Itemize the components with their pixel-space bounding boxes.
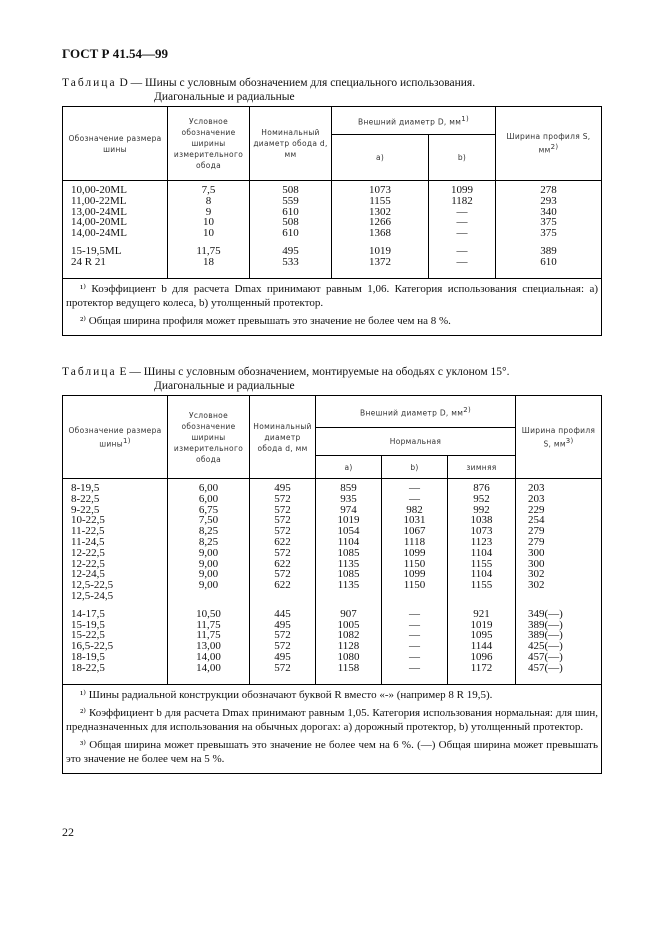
table-cell: 1135: [316, 559, 382, 570]
table-e: [62, 395, 602, 774]
row-spacer: [63, 674, 602, 685]
table-cell: 14,00: [168, 663, 250, 674]
table-cell: 279: [516, 537, 602, 548]
table-cell: 18-19,5: [63, 652, 168, 663]
table-row: [63, 641, 602, 652]
table-row: [63, 479, 602, 494]
table-cell: 389(—): [516, 630, 602, 641]
table-cell: 610: [250, 228, 332, 239]
table-cell: 876: [448, 479, 516, 494]
document-header: ГОСТ Р 41.54—99: [62, 46, 168, 61]
table-cell: —: [382, 609, 448, 620]
table-cell: 8: [168, 196, 250, 207]
table-cell: 610: [496, 257, 602, 268]
table-cell: 389: [496, 246, 602, 257]
header-winter: зимняя: [448, 456, 516, 479]
table-row: [63, 515, 602, 526]
table-cell: 375: [496, 228, 602, 239]
footnote: ¹⁾ Шины радиальной конструкции обозначают буквой R вместо «-» (например 8 R 19,5).: [80, 688, 493, 701]
table-cell: 508: [250, 217, 332, 228]
table-cell: 572: [250, 548, 316, 559]
table-cell: 293: [496, 196, 602, 207]
table-cell: 1073: [332, 181, 429, 196]
table-cell: 508: [250, 181, 332, 196]
table-cell: —: [382, 630, 448, 641]
table-cell: 12-24,5: [63, 569, 168, 580]
table-cell: —: [429, 207, 496, 218]
table-cell: 302: [516, 580, 602, 591]
table-cell: 14,00-20ML: [63, 217, 168, 228]
table-cell: 1266: [332, 217, 429, 228]
footnote: ³⁾ Общая ширина может превышать это значение не более чем на 6 %. (—) Общая ширина может превышать это значение не более чем на 5 %.: [66, 738, 599, 765]
table-cell: 1144: [448, 641, 516, 652]
table-cell: 907: [316, 609, 382, 620]
header-b: b): [382, 456, 448, 479]
table-cell: 1096: [448, 652, 516, 663]
table-cell: 1118: [382, 537, 448, 548]
table-cell: 572: [250, 641, 316, 652]
table-cell: 610: [250, 207, 332, 218]
table-cell: 1104: [448, 548, 516, 559]
table-cell: 1150: [382, 559, 448, 570]
table-e-caption: [62, 365, 509, 393]
table-cell: 9,00: [168, 569, 250, 580]
table-cell: 1073: [448, 526, 516, 537]
table-cell: 445: [250, 609, 316, 620]
table-cell: 12,5-24,5: [63, 591, 168, 602]
table-cell: —: [382, 479, 448, 494]
table-e-footnotes: [63, 684, 602, 773]
caption-subtext: Диагональные и радиальные: [154, 380, 295, 392]
table-cell: 1172: [448, 663, 516, 674]
header-a: a): [332, 135, 429, 181]
table-cell: 6,75: [168, 505, 250, 516]
table-row: [63, 591, 602, 602]
table-cell: 1158: [316, 663, 382, 674]
table-cell: 1099: [382, 548, 448, 559]
table-row: [63, 580, 602, 591]
header-a: a): [316, 456, 382, 479]
table-cell: 1155: [332, 196, 429, 207]
table-cell: 302: [516, 569, 602, 580]
table-cell: 9,00: [168, 548, 250, 559]
footnote: ²⁾ Общая ширина профиля может превышать это значение не более чем на 8 %.: [80, 314, 451, 327]
table-cell: [168, 591, 250, 602]
table-cell: 1019: [332, 246, 429, 257]
table-cell: 12,5-22,5: [63, 580, 168, 591]
spacer-cell: [429, 268, 496, 279]
table-cell: [250, 591, 316, 602]
table-cell: 10,00-20ML: [63, 181, 168, 196]
table-cell: —: [382, 652, 448, 663]
table-row: [63, 207, 602, 218]
table-cell: 11-24,5: [63, 537, 168, 548]
table-cell: 1054: [316, 526, 382, 537]
table-cell: 1067: [382, 526, 448, 537]
table-cell: —: [382, 663, 448, 674]
table-cell: 254: [516, 515, 602, 526]
table-cell: 495: [250, 620, 316, 631]
table-cell: 1031: [382, 515, 448, 526]
table-cell: 7,50: [168, 515, 250, 526]
table-cell: 14,00-24ML: [63, 228, 168, 239]
table-row: [63, 494, 602, 505]
table-d-footnotes: [63, 278, 602, 335]
table-cell: 12-22,5: [63, 559, 168, 570]
table-cell: 1128: [316, 641, 382, 652]
spacer-cell: [332, 268, 429, 279]
caption-text: E — Шины с условным обозначением, монтируемые на ободьях с уклоном 15°.: [119, 366, 510, 378]
table-cell: 1104: [448, 569, 516, 580]
table-cell: 572: [250, 515, 316, 526]
table-cell: 1099: [429, 181, 496, 196]
table-cell: 279: [516, 526, 602, 537]
table-cell: 18-22,5: [63, 663, 168, 674]
table-cell: 15-19,5ML: [63, 246, 168, 257]
table-cell: 1080: [316, 652, 382, 663]
spacer-cell: [168, 268, 250, 279]
table-row: [63, 246, 602, 257]
table-cell: 1099: [382, 569, 448, 580]
spacer-cell: [382, 674, 448, 685]
table-cell: 340: [496, 207, 602, 218]
table-row: [63, 505, 602, 516]
table-cell: 622: [250, 537, 316, 548]
table-cell: 921: [448, 609, 516, 620]
table-cell: 203: [516, 494, 602, 505]
table-cell: 1135: [316, 580, 382, 591]
table-d-body: [63, 181, 602, 279]
table-cell: 1019: [316, 515, 382, 526]
table-cell: 992: [448, 505, 516, 516]
table-cell: —: [382, 620, 448, 631]
table-cell: 1150: [382, 580, 448, 591]
table-cell: 9-22,5: [63, 505, 168, 516]
table-e-body: [63, 479, 602, 685]
table-cell: 457(—): [516, 663, 602, 674]
table-row: [63, 620, 602, 631]
table-cell: 14-17,5: [63, 609, 168, 620]
header-normal: Нормальная: [316, 428, 516, 456]
caption-label: Таблица: [62, 366, 117, 378]
caption-label: Таблица: [62, 77, 117, 89]
table-row: [63, 569, 602, 580]
table-cell: 13,00-24ML: [63, 207, 168, 218]
caption-subtext: Диагональные и радиальные: [154, 91, 295, 103]
caption-text: D — Шины с условным обозначением для специального использования.: [119, 77, 476, 89]
table-cell: 457(—): [516, 652, 602, 663]
table-row: [63, 257, 602, 268]
table-cell: 1085: [316, 569, 382, 580]
table-row: [63, 526, 602, 537]
table-cell: 974: [316, 505, 382, 516]
table-row: [63, 559, 602, 570]
table-cell: 278: [496, 181, 602, 196]
table-cell: 495: [250, 246, 332, 257]
table-cell: [448, 591, 516, 602]
table-cell: 13,00: [168, 641, 250, 652]
table-cell: 389(—): [516, 620, 602, 631]
table-cell: 1085: [316, 548, 382, 559]
table-row: [63, 537, 602, 548]
table-cell: 1155: [448, 580, 516, 591]
row-spacer: [63, 268, 602, 279]
table-cell: 6,00: [168, 494, 250, 505]
table-cell: 8-19,5: [63, 479, 168, 494]
table-cell: 10,50: [168, 609, 250, 620]
table-cell: 9,00: [168, 580, 250, 591]
table-cell: 859: [316, 479, 382, 494]
table-cell: 572: [250, 505, 316, 516]
table-cell: 10-22,5: [63, 515, 168, 526]
table-row: [63, 196, 602, 207]
table-cell: 1155: [448, 559, 516, 570]
table-cell: 14,00: [168, 652, 250, 663]
table-row: [63, 548, 602, 559]
table-cell: 11,75: [168, 630, 250, 641]
table-row: [63, 652, 602, 663]
table-cell: 572: [250, 494, 316, 505]
table-cell: 495: [250, 652, 316, 663]
table-cell: 572: [250, 569, 316, 580]
table-row: [63, 181, 602, 196]
table-cell: 572: [250, 526, 316, 537]
table-cell: 622: [250, 580, 316, 591]
header-rim-diameter: Номинальный диаметр обода d, мм: [250, 396, 316, 479]
spacer-cell: [250, 268, 332, 279]
table-cell: 18: [168, 257, 250, 268]
table-cell: 229: [516, 505, 602, 516]
table-cell: 572: [250, 663, 316, 674]
table-d: [62, 106, 602, 336]
header-size: Обозначение размера шины: [63, 107, 168, 181]
table-cell: 495: [250, 479, 316, 494]
table-cell: 1302: [332, 207, 429, 218]
table-cell: 11,75: [168, 620, 250, 631]
table-cell: 9: [168, 207, 250, 218]
table-cell: 952: [448, 494, 516, 505]
table-cell: —: [429, 257, 496, 268]
table-cell: 10: [168, 217, 250, 228]
table-cell: 572: [250, 630, 316, 641]
table-cell: —: [382, 494, 448, 505]
table-cell: 622: [250, 559, 316, 570]
spacer-cell: [516, 674, 602, 685]
table-cell: 1372: [332, 257, 429, 268]
table-cell: 11,00-22ML: [63, 196, 168, 207]
table-cell: 16,5-22,5: [63, 641, 168, 652]
table-cell: 425(—): [516, 641, 602, 652]
table-cell: —: [429, 217, 496, 228]
spacer-cell: [316, 674, 382, 685]
table-cell: 7,5: [168, 181, 250, 196]
table-cell: 203: [516, 479, 602, 494]
table-row: [63, 630, 602, 641]
table-cell: 1095: [448, 630, 516, 641]
footnote: ²⁾ Коэффициент b для расчета Dmax принимают равным 1,05. Категория использования нормальная: для шин, предназначенных для использования на обычных дорогах: a) дорожный протектор, b) утолщенный протектор.: [66, 706, 599, 733]
table-row: [63, 228, 602, 239]
table-row: [63, 609, 602, 620]
header-rim-width: Условное обозначение ширины измерительного обода: [168, 107, 250, 181]
spacer-cell: [496, 268, 602, 279]
table-cell: 559: [250, 196, 332, 207]
table-cell: [382, 591, 448, 602]
table-cell: 6,00: [168, 479, 250, 494]
table-cell: 1005: [316, 620, 382, 631]
table-cell: 11,75: [168, 246, 250, 257]
row-spacer: [63, 239, 602, 246]
header-size: Обозначение размера шины$^{1)}$: [63, 396, 168, 479]
table-cell: 15-22,5: [63, 630, 168, 641]
table-cell: 1123: [448, 537, 516, 548]
table-row: [63, 217, 602, 228]
header-width: Ширина профиля S, $мм^{3)}$: [516, 396, 602, 479]
spacer-cell: [448, 674, 516, 685]
table-cell: 1038: [448, 515, 516, 526]
table-cell: 24 R 21: [63, 257, 168, 268]
table-cell: 1368: [332, 228, 429, 239]
table-cell: [316, 591, 382, 602]
table-cell: 12-22,5: [63, 548, 168, 559]
table-d-caption: [62, 76, 475, 104]
table-cell: 9,00: [168, 559, 250, 570]
table-cell: 1104: [316, 537, 382, 548]
table-cell: 349(—): [516, 609, 602, 620]
table-cell: 935: [316, 494, 382, 505]
header-rim-width: Условное обозначение ширины измерительного обода: [168, 396, 250, 479]
header-outer-diameter: Внешний диаметр D, $мм^{2)}$: [316, 396, 516, 428]
table-cell: —: [382, 641, 448, 652]
table-cell: 8,25: [168, 526, 250, 537]
table-cell: 1082: [316, 630, 382, 641]
table-cell: —: [429, 246, 496, 257]
table-cell: —: [429, 228, 496, 239]
table-cell: 10: [168, 228, 250, 239]
spacer-cell: [63, 674, 168, 685]
header-width: Ширина профиля S, $мм^{2)}$: [496, 107, 602, 181]
table-cell: 375: [496, 217, 602, 228]
table-cell: 1182: [429, 196, 496, 207]
page-number: 22: [62, 825, 74, 839]
table-cell: 8,25: [168, 537, 250, 548]
row-spacer: [63, 602, 602, 609]
spacer-cell: [250, 674, 316, 685]
spacer-cell: [168, 674, 250, 685]
header-b: b): [429, 135, 496, 181]
spacer-cell: [63, 268, 168, 279]
header-outer-diameter: Внешний диаметр D, $мм^{1)}$: [332, 107, 496, 135]
table-cell: 533: [250, 257, 332, 268]
table-cell: 8-22,5: [63, 494, 168, 505]
table-cell: 1019: [448, 620, 516, 631]
table-cell: 300: [516, 548, 602, 559]
table-cell: 11-22,5: [63, 526, 168, 537]
header-rim-diameter: Номинальный диаметр обода d, мм: [250, 107, 332, 181]
table-cell: [516, 591, 602, 602]
table-cell: 15-19,5: [63, 620, 168, 631]
table-cell: 982: [382, 505, 448, 516]
table-row: [63, 663, 602, 674]
footnote: ¹⁾ Коэффициент b для расчета Dmax принимают равным 1,06. Категория использования специальная: a) протектор ведущего колеса, b) утолщенный протектор.: [66, 282, 598, 309]
table-cell: 300: [516, 559, 602, 570]
